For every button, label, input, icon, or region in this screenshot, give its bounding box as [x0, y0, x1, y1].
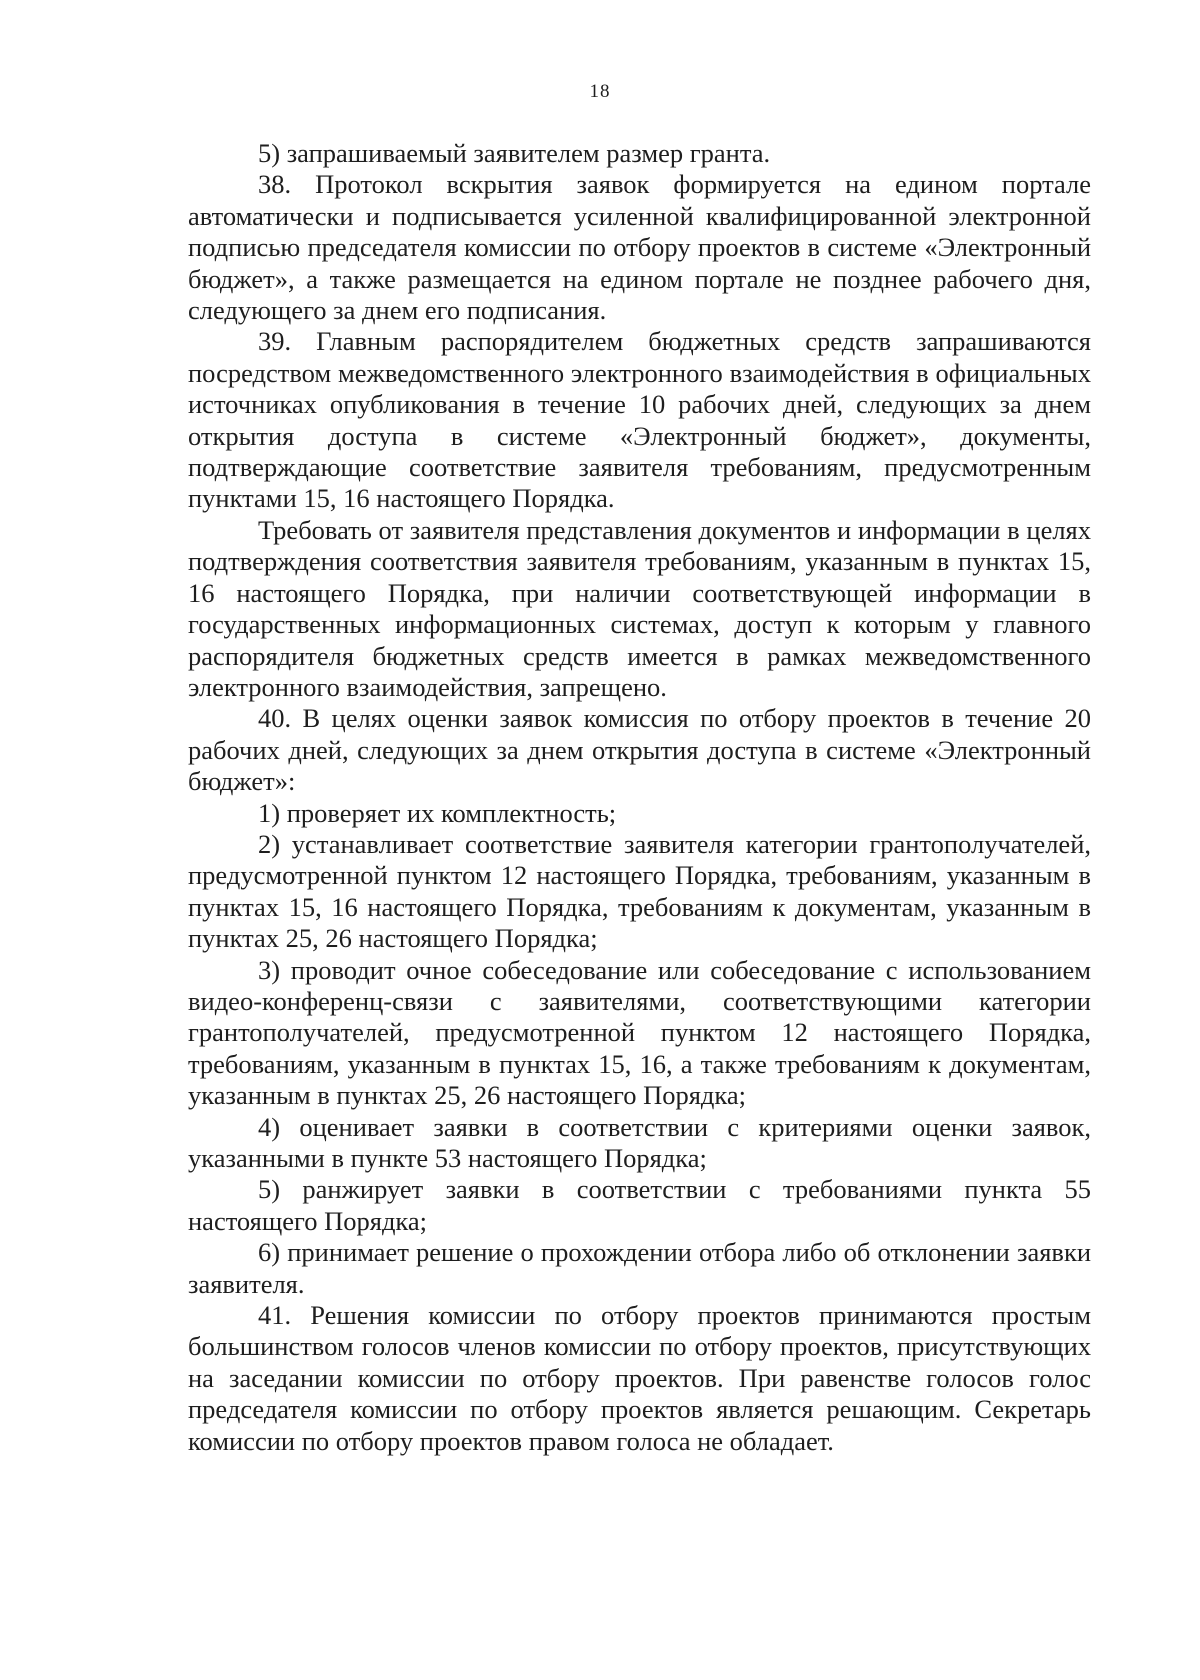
page-number: 18 [589, 81, 611, 102]
item-5-grant-size: 5) запрашиваемый заявителем размер гранта. [258, 138, 771, 168]
clause-39-continuation: Требовать от заявителя представления документов и информации в целях подтверждения соответствия заявителя требованиям, указанным в пунктах 15, 16 настоящего Порядка, при наличии соответствующей информации в государственных информационных системах, доступ к которым у главного распорядителя бюджетных средств имеется в рамках межведомственного электронного взаимодействия, запрещено. [188, 514, 1091, 702]
clause-40-item-2: 2) устанавливает соответствие заявителя категории грантополучателей, предусмотренной пунктом 12 настоящего Порядка, требованиям, указанным в пунктах 15, 16 настоящего Порядка, требованиям к документам, указанным в пунктах 25, 26 настоящего Порядка; [188, 828, 1091, 954]
clause-40-item-4: 4) оценивает заявки в соответствии с критериями оценки заявок, указанными в пункте 53 настоящего Порядка; [188, 1111, 1091, 1173]
document-body [188, 138, 1091, 1457]
clause-38: 38. Протокол вскрытия заявок формируется на едином портале автоматически и подписывается усиленной квалифицированной электронной подписью председателя комиссии по отбору проектов в системе «Электронный бюджет», а также размещается на едином портале не позднее рабочего дня, следующего за днем его подписания. [188, 169, 1091, 326]
clause-41: 41. Решения комиссии по отбору проектов принимаются простым большинством голосов членов комиссии по отбору проектов, присутствующих на заседании комиссии по отбору проектов. При равенстве голосов голос председателя комиссии по отбору проектов является решающим. Секретарь комиссии по отбору проектов правом голоса не обладает. [188, 1300, 1091, 1456]
clause-40-item-1: 1) проверяет их комплектность; [258, 797, 617, 828]
clause-39: 39. Главным распорядителем бюджетных средств запрашиваются посредством межведомственного электронного взаимодействия в официальных источниках опубликования в течение 10 рабочих дней, следующих за днем открытия доступа в системе «Электронный бюджет», документы, подтверждающие соответствие заявителя требованиям, предусмотренным пунктами 15, 16 настоящего Порядка. [188, 326, 1091, 514]
clause-40-item-5: 5) ранжирует заявки в соответствии с требованиями пункта 55 настоящего Порядка; [188, 1174, 1091, 1236]
clause-40-item-3: 3) проводит очное собеседование или собеседование с использованием видео-конференц-связи с заявителями, соответствующими категории грантополучателей, предусмотренной пунктом 12 настоящего Порядка, требованиям, указанным в пунктах 15, 16, а также требованиям к документам, указанным в пунктах 25, 26 настоящего Порядка; [188, 954, 1091, 1111]
clause-40-item-6: 6) принимает решение о прохождении отбора либо об отклонении заявки заявителя. [188, 1237, 1091, 1299]
clause-40: 40. В целях оценки заявок комиссия по отбору проектов в течение 20 рабочих дней, следующих за днем открытия доступа в системе «Электронный бюджет»: [188, 703, 1091, 797]
